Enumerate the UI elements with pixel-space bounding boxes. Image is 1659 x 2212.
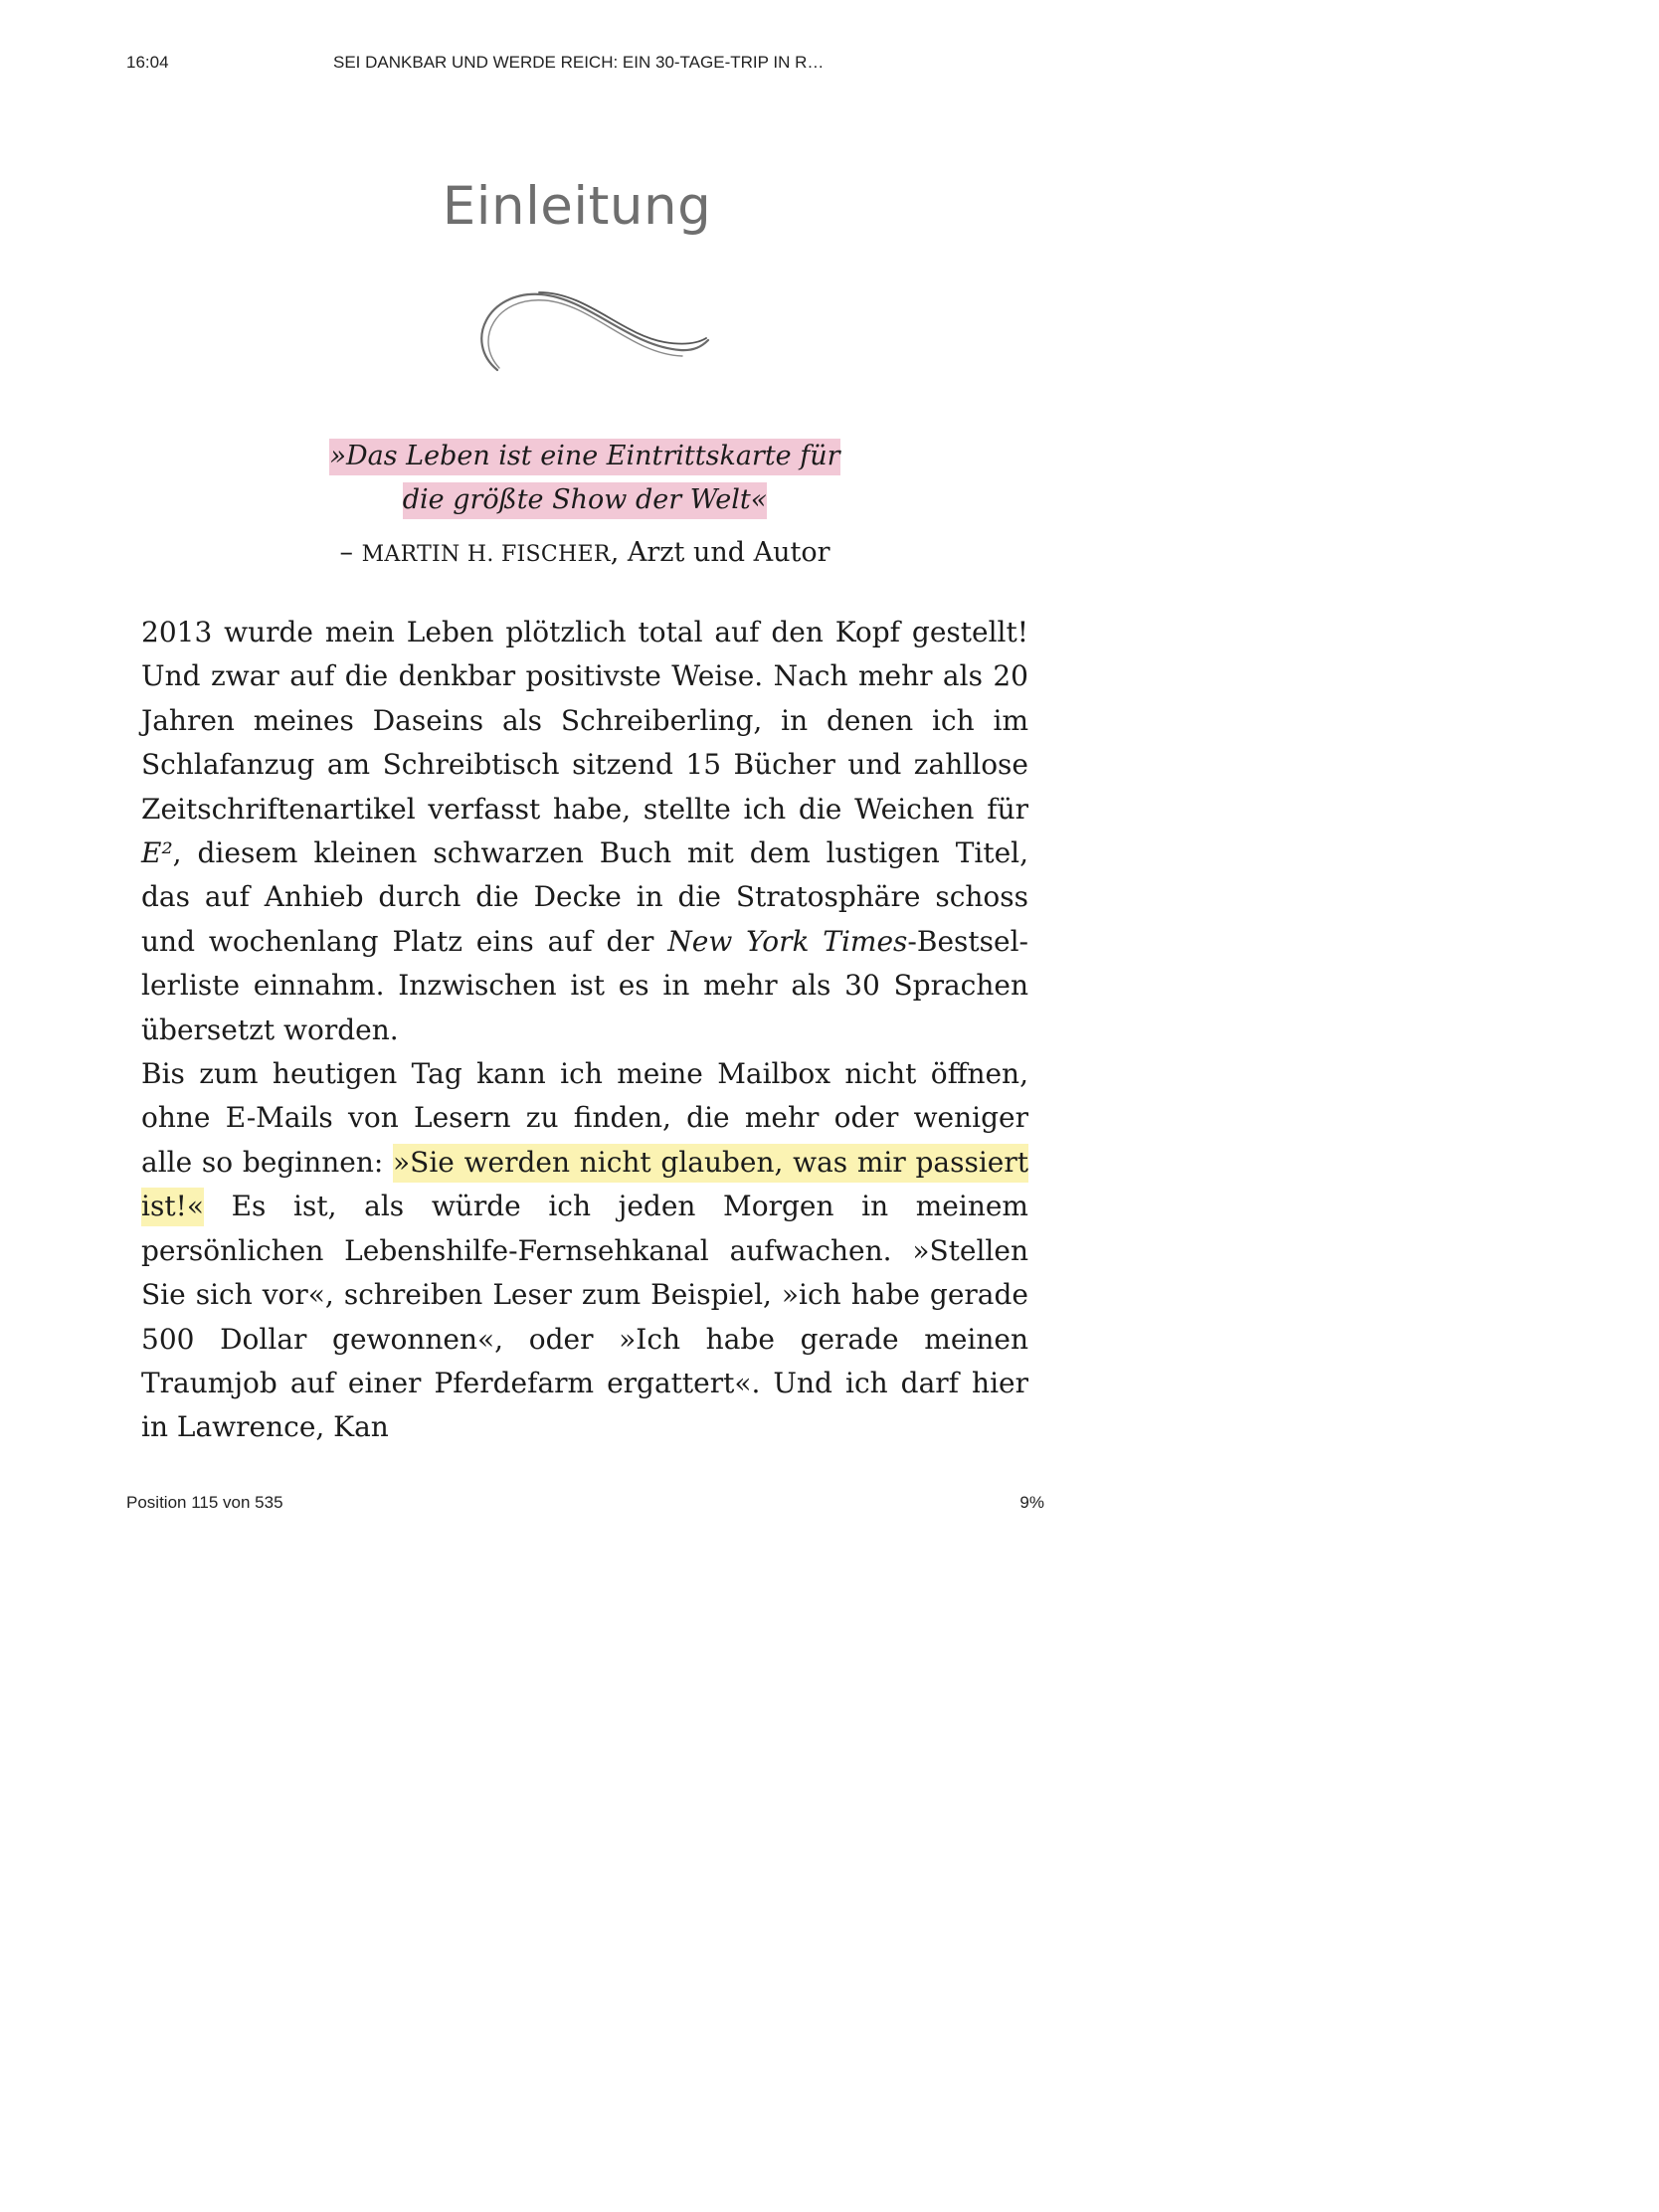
epigraph-line-2[interactable]: die größte Show der Welt«: [403, 482, 768, 519]
paragraph-2: [141, 1052, 1028, 1450]
paragraph-1-text-a: 2013 wurde mein Leben plötzlich total auf den Kopf gestellt! Und zwar auf die denkbar positivste Weise. Nach mehr als 20 Jahren meines Daseins als Schreiberling, in denen ich im Schlafanzug am Schreibtisch sitzend 15 Bücher und zahllose Zeitschriftenartikel verfasst habe, stellte ich die Weichen für: [141, 616, 1028, 826]
epigraph-quote: [0, 435, 1170, 522]
yellow-highlight[interactable]: »Sie werden nicht glauben, was mir passiert ist!«: [141, 1144, 1028, 1226]
attribution-name: MARTIN H. FISCHER: [361, 542, 611, 567]
nyt-title: New York Times: [667, 924, 908, 958]
paragraph-1: [141, 611, 1028, 1052]
attribution-dash: –: [339, 537, 362, 568]
attribution-role: , Arzt und Autor: [610, 537, 830, 568]
book-body-text: [141, 611, 1028, 1450]
chapter-title: Einleitung: [442, 176, 712, 237]
paragraph-1-text-c: -Bestsellerliste einnahm. Inzwischen ist es in mehr als 30 Sprachen übersetzt worden.: [141, 924, 1029, 1046]
epigraph-line-1[interactable]: »Das Leben ist eine Eintrittskarte für: [329, 439, 839, 475]
paragraph-2-text-a: Bis zum heutigen Tag kann ich meine Mailbox nicht öffnen, ohne E-Mails von Lesern zu finden, die mehr oder weniger alle so beginnen:: [141, 1057, 1028, 1179]
reading-position[interactable]: Position 115 von 535: [126, 1493, 283, 1512]
clock-time: 16:04: [126, 53, 169, 72]
paragraph-1-text-b: , diesem kleinen schwarzen Buch mit dem lustigen Titel, das auf Anhieb durch die Decke in die Stratosphäre schoss und wochenlang Platz eins auf der: [141, 836, 1028, 958]
swash-ornament-icon: [469, 282, 716, 378]
book-title[interactable]: SEI DANKBAR UND WERDE REICH: EIN 30-TAGE-TRIP IN R…: [333, 53, 825, 72]
epigraph-attribution: [0, 537, 1170, 568]
reading-progress-percent: 9%: [1019, 1493, 1044, 1512]
e2-title: E²: [141, 836, 173, 870]
paragraph-2-text-b: Es ist, als würde ich jeden Morgen in meinem persönlichen Lebenshilfe-Fernsehkanal aufwachen. »Stellen Sie sich vor«, schreiben Leser zum Beispiel, »ich habe gerade 500 Dollar gewonnen«, oder »Ich habe gerade meinen Traumjob auf einer Pferdefarm ergattert«. Und ich darf hier in Lawrence, Kan: [141, 1190, 1028, 1444]
